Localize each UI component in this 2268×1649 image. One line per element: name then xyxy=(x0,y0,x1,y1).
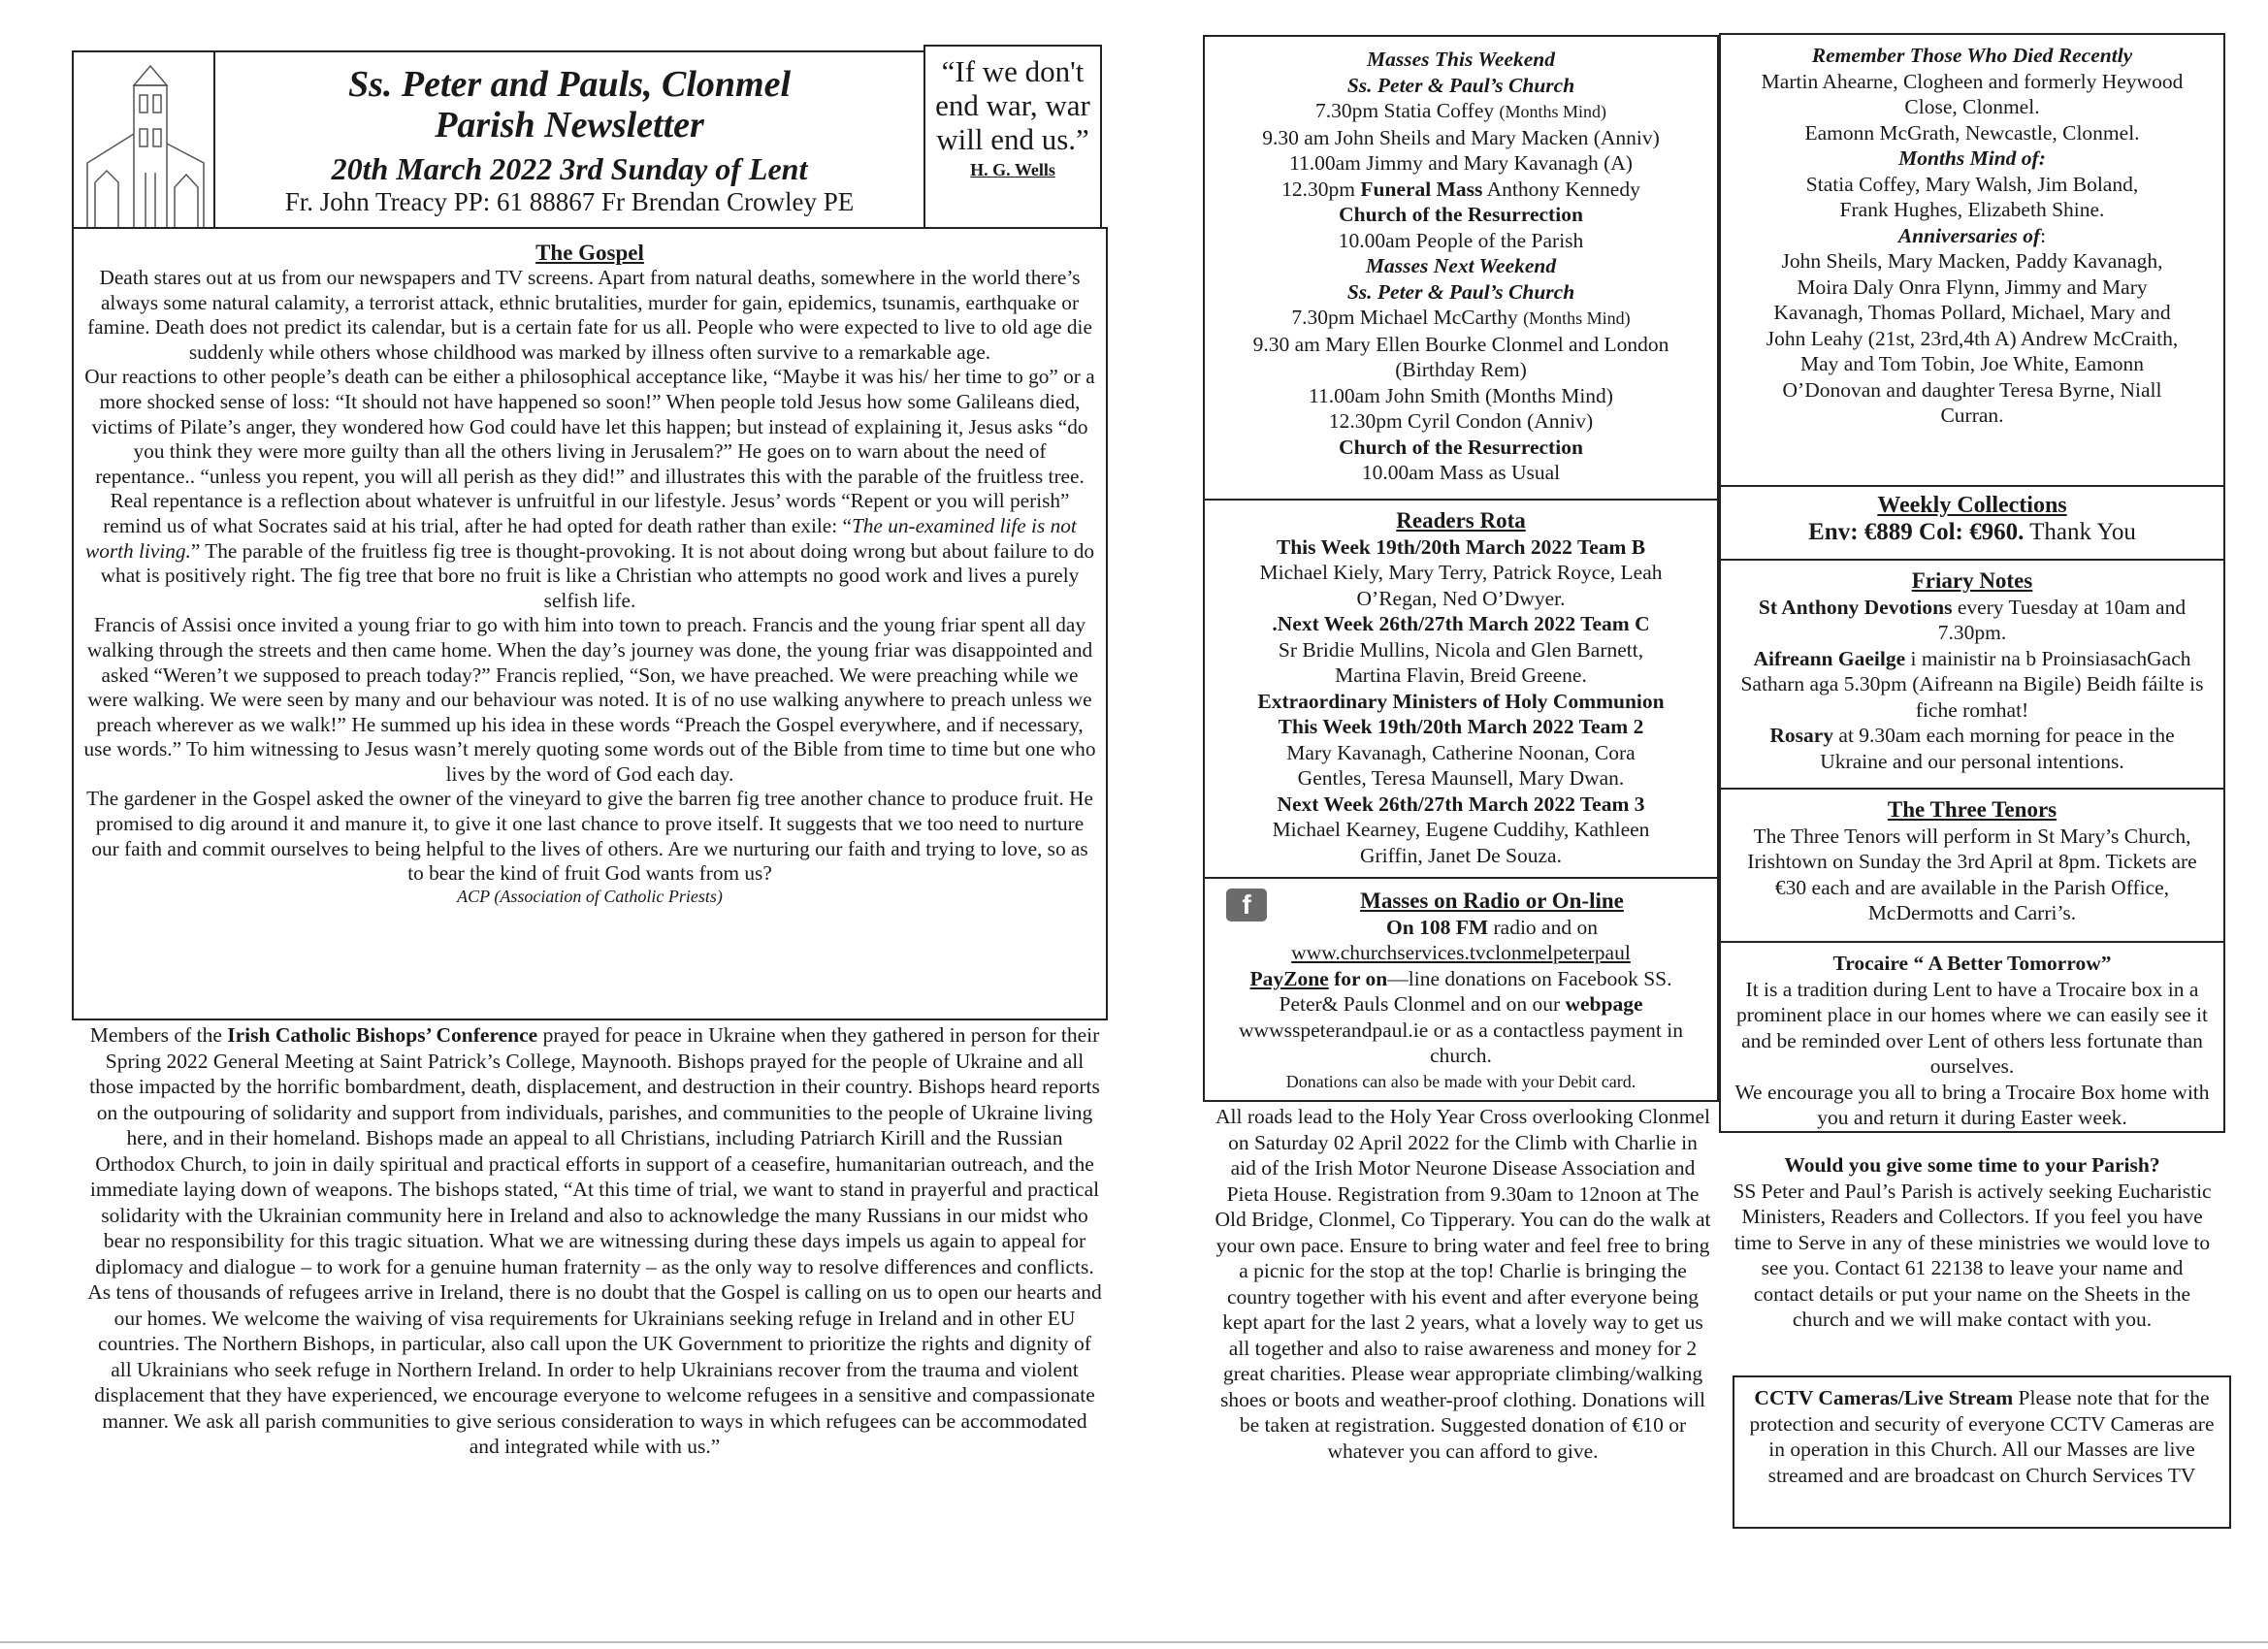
masthead xyxy=(213,50,925,229)
months-mind-names: Statia Coffey, Mary Walsh, Jim Boland, xyxy=(1805,172,2139,196)
anniversaries-names: John Sheils, Mary Macken, Paddy Kavanagh, Moira Daly Onra Flynn, Jimmy and Mary Kavanagh, Thomas Pollard, Michael, Mary and John Leahy (21st, 23rd,4th A) Andrew McCraith, May and Tom Tobin, Joe White, Eamonn O’Donovan and daughter Teresa Byrne, Niall Curran. xyxy=(1766,249,2179,427)
months-mind-names: Frank Hughes, Elizabeth Shine. xyxy=(1839,198,2105,221)
remember-heading: Remember Those Who Died Recently xyxy=(1811,44,2133,67)
rota-week: .Next Week 26th/27th March 2022 Team C xyxy=(1272,612,1650,635)
masses-section xyxy=(1203,35,1719,501)
cctv-heading: CCTV Cameras/Live Stream xyxy=(1754,1386,2014,1409)
church-image-box xyxy=(72,50,215,241)
mass-item: 10.00am People of the Parish xyxy=(1338,228,1584,252)
friary-heading: Friary Notes xyxy=(1911,568,2033,593)
three-tenors-section xyxy=(1719,788,2225,943)
rota-names: Michael Kiely, Mary Terry, Patrick Royce, Leah O’Regan, Ned O’Dwyer. xyxy=(1259,561,1663,610)
gospel-paragraph: Real repentance is a reflection about whatever is unfruitful in our lifestyle. Jesus’ words “Repent or you will perish” remind us of what Socrates said at his trial, after he had opted for death rather than exile: “The un-examined life is not worth living.” The parable of the fruitless fig tree is thought-provoking. It is not about doing wrong but about failure to do what is positively right. The fig tree that bore no fruit is like a Christian who attempts no good work and lives a purely selfish life. xyxy=(84,489,1094,612)
friary-notes-section xyxy=(1719,559,2225,790)
quote-author: H. G. Wells xyxy=(970,160,1055,179)
mass-item: 9.30 am Mary Ellen Bourke Clonmel and London (Birthday Rem) xyxy=(1252,332,1669,381)
mass-item: 7.30pm Michael McCarthy (Months Mind) xyxy=(1291,306,1631,329)
readers-rota-section xyxy=(1203,499,1719,879)
trocaire-text: It is a tradition during Lent to have a Trocaire box in a prominent place in our homes where we can easily see it and be reminded over Lent of others less fortunate than ourselves. xyxy=(1736,977,2208,1078)
masses-next-weekend-heading: Masses Next Weekend xyxy=(1365,254,1557,277)
collections-amounts: Env: €889 Col: €960. xyxy=(1808,519,2025,545)
debit-note: Donations can also be made with your Debit card. xyxy=(1285,1071,1636,1091)
fm-label: On 108 FM xyxy=(1386,915,1489,939)
gospel-paragraph: The gardener in the Gospel asked the owner of the vineyard to give the barren fig tree another chance to produce fruit. He promised to dig around it and manure it, to give it one last chance to prove itself. It suggests that we too need to nurture our faith and commit ourselves to being helpful to the lives of others. Are we nurturing our faith and trying to love, so as to bear the kind of fruit God wants from us? xyxy=(86,787,1093,886)
church-services-link[interactable]: www.churchservices.tvclonmelpeterpaul xyxy=(1291,941,1631,964)
gospel-paragraph: Death stares out at us from our newspapers and TV screens. Apart from natural deaths, somewhere in the world there’s always some natural calamity, a terrorist attack, ethnic brutalities, murder for gain, epidemics, tsunamis, earthquake or famine. Death does not predict its calendar, but is a certain fate for us all. People who were expected to live to old age die suddenly while others whose childhood was marked by illness often survive to a remarkable age. xyxy=(87,266,1092,364)
rota-names: Mary Kavanagh, Catherine Noonan, Cora Gentles, Teresa Maunsell, Mary Dwan. xyxy=(1286,740,1636,790)
ministers-heading: Extraordinary Ministers of Holy Communion xyxy=(1257,689,1665,713)
page-fold-line xyxy=(0,1641,2268,1643)
deceased-item: Martin Ahearne, Clogheen and formerly Heywood Close, Clonmel. xyxy=(1761,69,2184,118)
mass-item: 10.00am Mass as Usual xyxy=(1361,461,1561,484)
cctv-text: Please note that for the protection and security of everyone CCTV Cameras are in operation in this Church. All our Masses are live streamed and are broadcast on Church Services TV xyxy=(1749,1386,2215,1487)
issue-date: 20th March 2022 3rd Sunday of Lent xyxy=(331,151,808,186)
radio-online-section: f Masses on Radio or On-line On 108 FM radio and on www.churchservices.tvclonmelpeterpaul PayZone for on—line donations on Facebook SS. Peter& Pauls Clonmel and on our webpage wwwsspeterandpaul.ie or as a contactless payment in church. Donations can also be made with your Debit card. xyxy=(1203,877,1719,1102)
quote-box xyxy=(923,45,1102,229)
friary-item: Rosary at 9.30am each morning for peace in the Ukraine and our personal intentions. xyxy=(1769,724,2175,773)
friary-item: St Anthony Devotions every Tuesday at 10am and 7.30pm. xyxy=(1758,595,2187,644)
gospel-section xyxy=(72,227,1108,1020)
cctv-section xyxy=(1733,1375,2231,1529)
masses-this-weekend-heading: Masses This Weekend xyxy=(1367,48,1555,71)
anniversaries-heading: Anniversaries of xyxy=(1897,223,2041,247)
months-mind-heading: Months Mind of: xyxy=(1898,146,2046,170)
radio-heading: Masses on Radio or On-line xyxy=(1360,889,1624,913)
volunteer-heading: Would you give some time to your Parish? xyxy=(1784,1153,2160,1177)
volunteer-notice xyxy=(1729,1152,2216,1333)
rota-week: This Week 19th/20th March 2022 Team B xyxy=(1276,534,1646,559)
rota-names: Sr Bridie Mullins, Nicola and Glen Barnett, Martina Flavin, Breid Greene. xyxy=(1278,637,1644,687)
readers-rota-heading: Readers Rota xyxy=(1396,508,1526,533)
newsletter-title: Parish Newsletter xyxy=(435,105,704,146)
friary-item: Aifreann Gaeilge i mainistir na b ProinsiasachGach Satharn aga 5.30pm (Aifreann na Bigile) Beidh fáilte is fiche romhat! xyxy=(1740,646,2204,722)
collections-section: Weekly Collections Env: €889 Col: €960. Thank You xyxy=(1719,485,2225,561)
church-name: Church of the Resurrection xyxy=(1339,203,1583,226)
quote-text: “If we don't end war, war will end us.” xyxy=(935,54,1090,156)
rota-names: Michael Kearney, Eugene Cuddihy, Kathleen Griffin, Janet De Souza. xyxy=(1272,818,1650,867)
deceased-item: Eamonn McGrath, Newcastle, Clonmel. xyxy=(1804,120,2140,145)
gospel-credit: ACP (Association of Catholic Priests) xyxy=(457,886,723,906)
trocaire-section xyxy=(1719,941,2225,1133)
volunteer-text: SS Peter and Paul’s Parish is actively seeking Eucharistic Ministers, Readers and Collectors. If you feel you have time to Serve in any of these ministries we would love to see you. Contact 61 22138 to leave your name and contact details or put your name on the Sheets in the church and we will make contact with you. xyxy=(1733,1179,2212,1331)
church-name: Church of the Resurrection xyxy=(1339,435,1583,459)
rota-week: Next Week 26th/27th March 2022 Team 3 xyxy=(1277,792,1645,816)
gospel-paragraph: Our reactions to other people’s death can be either a philosophical acceptance like, “Maybe it was his/ her time to go” or a more shocked sense of loss: “It should not have happened so soon!” When people told Jesus how some Galileans died, victims of Pilate’s anger, they wondered how God could have let this happen; but instead of explaining it, Jesus asks “do you think they were more guilty than all the others living in Jerusalem?” He goes on to warn about the need of repentance.. “unless you repent, you will all perish as they did!” and illustrates this with the parable of the fruitless tree. xyxy=(84,365,1095,488)
mass-item: 12.30pm Funeral Mass Anthony Kennedy xyxy=(1281,177,1640,201)
gospel-heading: The Gospel xyxy=(535,241,644,265)
donation-text: PayZone for on—line donations on Facebook SS. Peter& Pauls Clonmel and on our webpage wwwsspeterandpaul.ie or as a contactless payment in church. xyxy=(1239,966,1683,1067)
mass-item: 9.30 am John Sheils and Mary Macken (Anniv) xyxy=(1262,125,1660,149)
tenors-heading: The Three Tenors xyxy=(1887,797,2057,822)
bishops-statement: Members of the Irish Catholic Bishops’ Conference prayed for peace in Ukraine when they gathered in person for their Spring 2022 General Meeting at Saint Patrick’s College, Maynooth. Bishops prayed for the people of Ukraine and all those impacted by the horrific bombardment, death, displacement, and destruction in their country. Bishops heard reports on the outpouring of solidarity and support from individuals, parishes, and communities to the people of Ukraine living here, and in their homeland. Bishops made an appeal to all Christians, including Patriarch Kirill and the Russian Orthodox Church, to join in daily spiritual and practical efforts in support of a ceasefire, humanitarian outreach, and the immediate laying down of weapons. The bishops stated, “At this time of trial, we want to stand in prayerful and practical solidarity with the Ukrainian community here in Ireland and also to acknowledge the many Russians in our midst who bear no responsibility for this tragic situation. What we are witnessing during these days impels us again to appeal for diplomacy and dialogue – to work for a genuine human fraternity – as the only way to resolve differences and conflicts. As tens of thousands of refugees arrive in Ireland, there is no doubt that the Gospel is calling on us to open our hearts and our homes. We welcome the waiving of visa requirements for Ukrainians seeking refuge in Ireland and in other EU countries. The Northern Bishops, in particular, also call upon the UK Government to prioritize the rights and dignity of all Ukrainians who seek refuge in Northern Ireland. In order to help Ukrainians recover from the trauma and violent displacement that they have experienced, we encourage everyone to welcome refugees in a sensitive and compassionate manner. We ask all parish communities to give serious consideration to ways in which refugees can be accommodated and integrated while with us.” xyxy=(87,1023,1102,1458)
trocaire-text: We encourage you all to bring a Trocaire Box home with you and return it during Easter week. xyxy=(1734,1080,2210,1129)
church-name: Ss. Peter & Paul’s Church xyxy=(1346,73,1575,97)
mass-item: 12.30pm Cyril Condon (Anniv) xyxy=(1328,409,1594,433)
holy-year-cross-notice: All roads lead to the Holy Year Cross overlooking Clonmel on Saturday 02 April 2022 for the Climb with Charlie in aid of the Irish Motor Neurone Disease Association and Pieta House. Registration from 9.30am to 12noon at The Old Bridge, Clonmel, Co Tipperary. You can do the walk at your own pace. Ensure to bring water and feel free to bring a picnic for the stop at the top! Charlie is bringing the country together with his event and after everyone being kept apart for the last 2 years, what a lovely way to get us all together and also to raise awareness and money for 2 great charities. Please wear appropriate climbing/walking shoes or boots and weather-proof clothing. Donations will be taken at registration. Suggested donation of €10 or whatever you can afford to give. xyxy=(1215,1105,1711,1463)
priests-contact: Fr. John Treacy PP: 61 88867 Fr Brendan Crowley PE xyxy=(284,187,855,216)
collections-heading: Weekly Collections xyxy=(1877,493,2067,518)
tenors-text: The Three Tenors will perform in St Mary’s Church, Irishtown on Sunday the 3rd April at 8pm. Tickets are €30 each and are available in the Parish Office, McDermotts and Carri’s. xyxy=(1747,824,2197,924)
mass-item: 11.00am Jimmy and Mary Kavanagh (A) xyxy=(1289,151,1633,175)
church-drawing xyxy=(78,56,211,239)
remember-section: Remember Those Who Died Recently Martin Ahearne, Clogheen and formerly Heywood Close, Clonmel. Eamonn McGrath, Newcastle, Clonmel. Months Mind of: Statia Coffey, Mary Walsh, Jim Boland, Frank Hughes, Elizabeth Shine. Anniversaries of: John Sheils, Mary Macken, Paddy Kavanagh, Moira Daly Onra Flynn, Jimmy and Mary Kavanagh, Thomas Pollard, Michael, Mary and John Leahy (21st, 23rd,4th A) Andrew McCraith, May and Tom Tobin, Joe White, Eamonn O’Donovan and daughter Teresa Byrne, Niall Curran. xyxy=(1719,33,2225,487)
rota-week: This Week 19th/20th March 2022 Team 2 xyxy=(1278,715,1644,738)
facebook-icon[interactable]: f xyxy=(1226,889,1267,922)
parish-title: Ss. Peter and Pauls, Clonmel xyxy=(347,64,792,105)
trocaire-heading: Trocaire “ A Better Tomorrow” xyxy=(1832,952,2112,975)
gospel-paragraph: Francis of Assisi once invited a young friar to go with him into town to preach. Francis and the young friar spent all day walking through the streets and then came home. When the day’s journey was done, the young friar was disappointed and asked “Weren’t we supposed to preach today?” Francis replied, “Son, we have preached. We were preaching while we were walking. We were seen by many and our behaviour was noted. It is of no use walking anywhere to preach unless we preach wherever as we walk!” He summed up his idea in these words “Preach the Gospel everywhere, and if necessary, use words.” To him witnessing to Jesus wasn’t merely quoting some words out of the Bible from time to time but one who lives by the word of God each day. xyxy=(83,613,1096,786)
mass-item: 11.00am John Smith (Months Mind) xyxy=(1309,383,1613,407)
church-name: Ss. Peter & Paul’s Church xyxy=(1346,279,1575,304)
mass-item: 7.30pm Statia Coffey (Months Mind) xyxy=(1314,99,1607,122)
